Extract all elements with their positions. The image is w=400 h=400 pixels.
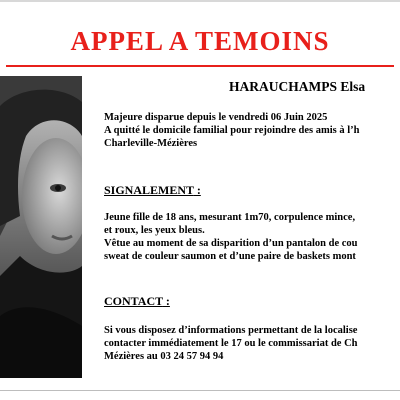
poster-title: APPEL A TEMOINS	[70, 26, 330, 56]
contact-heading	[104, 294, 170, 309]
intro-line: Majeure disparue depuis le vendredi 06 Juin 2025	[104, 112, 328, 123]
signalement-heading-colon: :	[193, 183, 201, 197]
intro-line: Charleville-Mézières	[104, 138, 198, 149]
signalement-text	[104, 211, 400, 263]
title-divider	[6, 65, 394, 67]
missing-person-name: HARAUCHAMPS Elsa	[229, 79, 366, 94]
signalement-heading-label: SIGNALEMENT	[104, 183, 194, 197]
intro-line: A quitté le domicile familial pour rejoindre des amis à l’h	[104, 125, 360, 136]
signalement-line: sweat de couleur saumon et d’une paire de baskets mont	[104, 251, 356, 262]
contact-text	[104, 324, 400, 363]
portrait-image	[0, 76, 82, 378]
signalement-heading	[104, 183, 201, 198]
contact-line: contacter immédiatement le 17 ou le commissariat de Ch	[104, 338, 358, 349]
portrait-photo	[0, 76, 82, 378]
contact-heading-colon: :	[162, 294, 170, 308]
contact-line: Si vous disposez d’informations permettant de la localise	[104, 325, 358, 336]
bottom-divider	[0, 390, 400, 391]
contact-heading-label: CONTACT	[104, 294, 163, 308]
signalement-line: Jeune fille de 18 ans, mesurant 1m70, corpulence mince,	[104, 212, 356, 223]
signalement-line: Vêtue au moment de sa disparition d’un pantalon de cou	[104, 238, 358, 249]
contact-line: Mézières au 03 24 57 94 94	[104, 351, 224, 362]
signalement-line: et roux, les yeux bleus.	[104, 225, 205, 236]
intro-text	[104, 111, 400, 150]
